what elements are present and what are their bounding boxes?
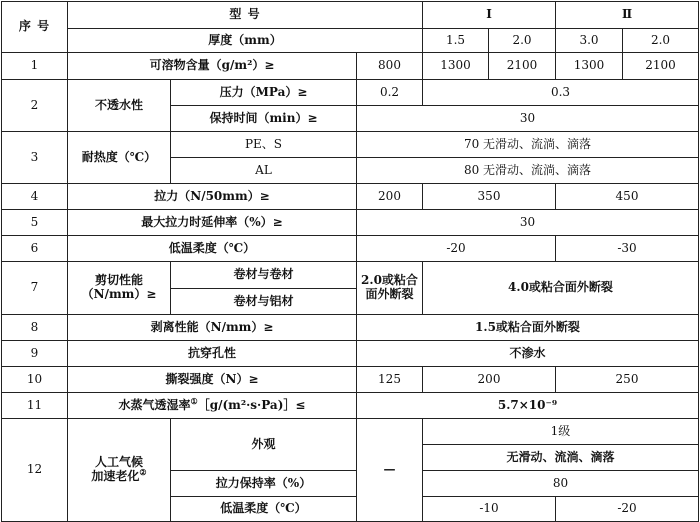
cell-value: 1.5或粘合面外断裂: [357, 315, 699, 341]
row-number: 9: [2, 341, 68, 367]
row-label: [68, 393, 357, 419]
row-number: 3: [2, 132, 68, 184]
cell-value: 800: [357, 53, 423, 80]
cell-value: 无滑动、流淌、滴落: [423, 445, 699, 471]
cell-value-line: 面外断裂: [365, 287, 414, 301]
cell-value: 125: [357, 367, 423, 393]
sub-label: 卷材与卷材: [171, 262, 357, 289]
row-number: 1: [2, 53, 68, 80]
cell-value: 70 无滑动、流淌、滴落: [357, 132, 699, 158]
sub-label: 压力（MPa）≥: [171, 80, 357, 106]
cell-value: 350: [423, 184, 556, 210]
row-label-text: 水蒸气透湿率: [118, 397, 191, 412]
sub-label: 保持时间（min）≥: [171, 106, 357, 132]
cell-value-line: 2.0或粘合: [361, 273, 418, 288]
cell-value: -20: [357, 236, 556, 262]
table-row: [2, 341, 699, 367]
cell-value: 200: [357, 184, 423, 210]
row-number: 11: [2, 393, 68, 419]
cell-value: 30: [357, 106, 699, 132]
cell-value: 4.0或粘合面外断裂: [423, 262, 699, 315]
row-number: 5: [2, 210, 68, 236]
row-label: 可溶物含量（g/m²）≥: [68, 53, 357, 80]
cell-value: 1300: [423, 53, 489, 80]
cell-value: 450: [556, 184, 699, 210]
row-number: 8: [2, 315, 68, 341]
cell-value: 200: [423, 367, 556, 393]
table-row: [2, 262, 699, 289]
row-number: 12: [2, 419, 68, 522]
group-label-line: 人工气候: [94, 455, 143, 470]
group-label: [68, 262, 171, 315]
table-row: [2, 393, 699, 419]
sub-label: AL: [171, 158, 357, 184]
group-label-line: （N/mm）≥: [81, 287, 157, 301]
group-label-line: [70, 467, 168, 484]
sub-label: 卷材与铝材: [171, 289, 357, 315]
table-row: [2, 80, 699, 106]
cell-value: 1300: [556, 53, 623, 80]
group-label: 不透水性: [68, 80, 171, 132]
table-row: [2, 419, 699, 445]
table-row: [2, 210, 699, 236]
header-seq: 序 号: [2, 2, 68, 53]
group-label: [68, 419, 171, 522]
table-row: [2, 132, 699, 158]
thickness-1: 1.5: [423, 29, 489, 53]
cell-value: 不渗水: [357, 341, 699, 367]
row-number: 10: [2, 367, 68, 393]
footnote-marker: ①: [190, 395, 198, 406]
cell-value: 2100: [623, 53, 699, 80]
row-label: 抗穿孔性: [68, 341, 357, 367]
row-number: 4: [2, 184, 68, 210]
row-label: 剥离性能（N/mm）≥: [68, 315, 357, 341]
cell-value: 1级: [423, 419, 699, 445]
row-label: 拉力（N/50mm）≥: [68, 184, 357, 210]
cell-value: -30: [556, 236, 699, 262]
row-number: 6: [2, 236, 68, 262]
header-type: 型 号: [68, 2, 423, 29]
cell-value: 80: [423, 471, 699, 497]
header-grade-1: Ⅰ: [423, 2, 556, 29]
row-label-unit: ［g/(m²·s·Pa)］≤: [197, 397, 306, 412]
row-label: 低温柔度（℃）: [68, 236, 357, 262]
spec-table: [1, 1, 699, 522]
table-row: [2, 184, 699, 210]
cell-value: 30: [357, 210, 699, 236]
table-row: [2, 367, 699, 393]
sub-label: PE、S: [171, 132, 357, 158]
sub-label: 拉力保持率（%）: [171, 471, 357, 497]
row-number: 7: [2, 262, 68, 315]
header-grade-2: Ⅱ: [556, 2, 699, 29]
cell-value: 2100: [489, 53, 556, 80]
cell-value: 0.2: [357, 80, 423, 106]
cell-value: 250: [556, 367, 699, 393]
row-label: 最大拉力时延伸率（%）≥: [68, 210, 357, 236]
cell-value: 0.3: [423, 80, 699, 106]
cell-value: 5.7×10⁻⁹: [357, 393, 699, 419]
thickness-2: 2.0: [489, 29, 556, 53]
table-row: [2, 315, 699, 341]
group-label-line: 剪切性能: [94, 273, 143, 288]
footnote-marker: ②: [139, 467, 147, 477]
row-number: 2: [2, 80, 68, 132]
cell-value: -10: [423, 497, 556, 522]
row-label: 撕裂强度（N）≥: [68, 367, 357, 393]
cell-dash: —: [357, 419, 423, 522]
sub-label: 低温柔度（℃）: [171, 497, 357, 522]
cell-value: -20: [556, 497, 699, 522]
group-label: 耐热度（℃）: [68, 132, 171, 184]
cell-value: 80 无滑动、流淌、滴落: [357, 158, 699, 184]
table-row: [2, 236, 699, 262]
thickness-4: 2.0: [623, 29, 699, 53]
table-row: [2, 53, 699, 80]
cell-value: [357, 262, 423, 315]
header-thickness: 厚度（mm）: [68, 29, 423, 53]
group-label-text: 加速老化: [91, 469, 140, 483]
thickness-3: 3.0: [556, 29, 623, 53]
sub-label: 外观: [171, 419, 357, 471]
